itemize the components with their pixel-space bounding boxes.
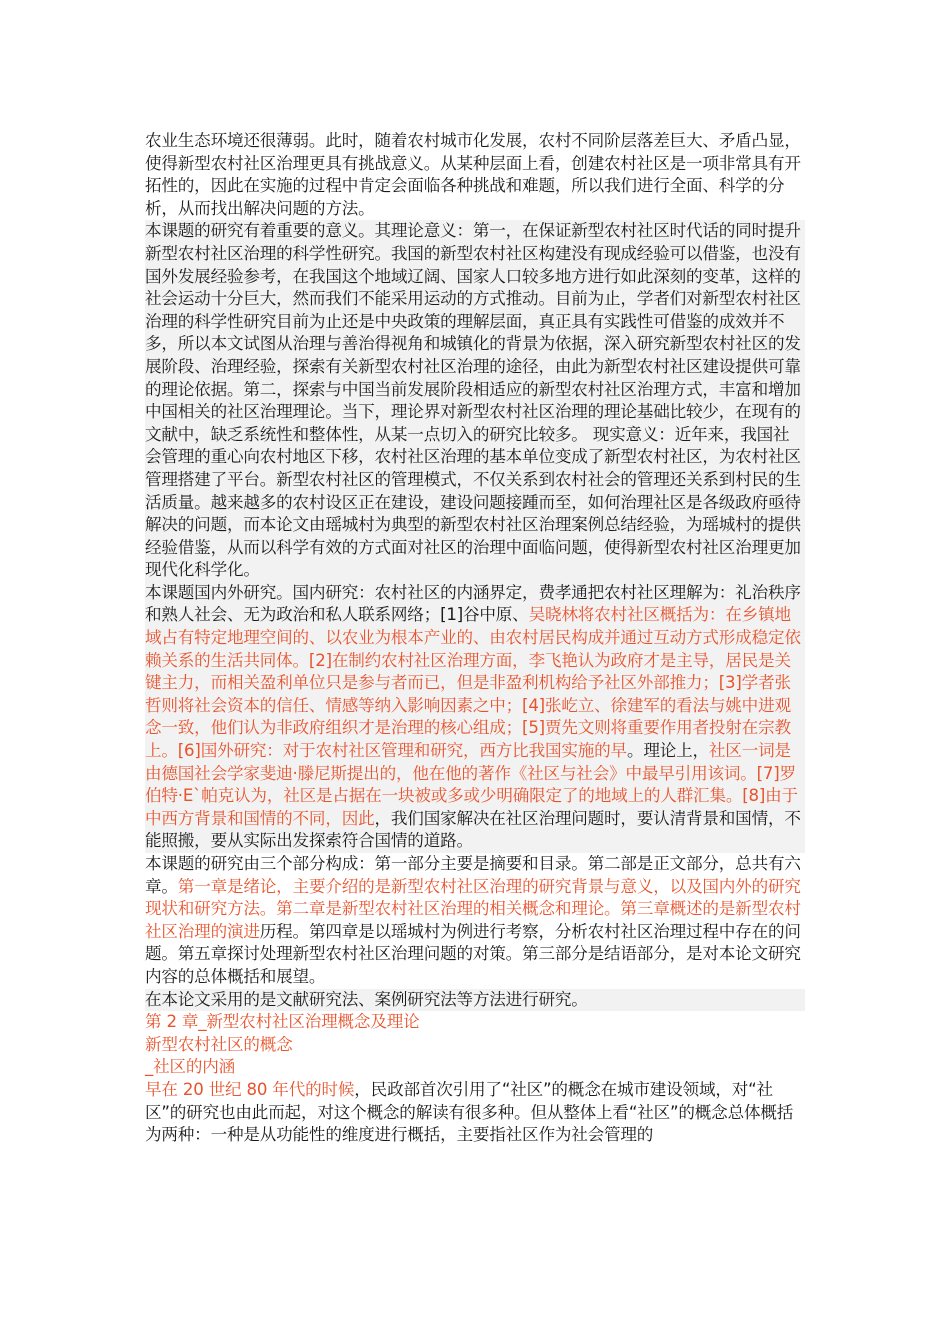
paragraph-methods: 在本论文采用的是文献研究法、案例研究法等方法进行研究。 [145, 989, 805, 1012]
paragraph-community-concept [145, 1079, 805, 1147]
concept-text: ，民政部首次引用了“社区”的概念在城市建设领域，对“社区”的研究也由此而起，对这个概念的解读有很多种。但从整体上看“社区”的概念总体概括为两种：一种是从功能性的维度进行概括，主要指社区作为社会管理的 [145, 1079, 794, 1145]
paragraph-literature-review [145, 582, 805, 853]
paragraph-background: 农业生态环境还很薄弱。此时，随着农村城市化发展，农村不同阶层落差巨大、矛盾凸显，使得新型农村社区治理更具有挑战意义。从某种层面上看，创建农村社区是一项非常具有开拓性的，因此在实施的过程中肯定会面临各种挑战和难题，所以我们进行全面、科学的分析，从而找出解决问题的方法。 [145, 131, 801, 218]
structure-intro: 本课题的研究由三个部分构成：第一部分主要是摘要和目录。第二部是正文部分，总共有六章。 [145, 854, 801, 896]
section-heading: 新型农村社区的概念 [145, 1034, 293, 1054]
review-text: 。理论上， [626, 741, 709, 761]
paragraph-structure [145, 853, 805, 989]
document-page [145, 130, 805, 1147]
concept-highlight: 早在 20 世纪 80 年代的时候 [145, 1079, 355, 1099]
paragraph-significance: 本课题的研究有着重要的意义。其理论意义：第一，在保证新型农村社区时代话的同时提升新型农村社区治理的科学性研究。我国的新型农村社区构建没有现成经验可以借鉴，也没有国外发展经验参考，在我国这个地域辽阔、国家人口较多地方进行如此深刻的变革，这样的社会运动十分巨大，然而我们不能采用运动的方式推动。目前为止，学者们对新型农村社区治理的科学性研究目前为止还是中央政策的理解层面，真正具有实践性可借鉴的成效并不多，所以本文试图从治理与善治得视角和城镇化的背景为依据，深入研究新型农村社区的发展阶段、治理经验，探索有关新型农村社区治理的途径，由此为新型农村社区建设提供可靠的理论依据。第二，探索与中国当前发展阶段相适应的新型农村社区治理方式，丰富和增加中国相关的社区治理理论。当下，理论界对新型农村社区治理的理论基础比较少，在现有的文献中，缺乏系统性和整体性，从某一点切入的研究比较多。 现实意义：近年来，我国社会管理的重心向农村地区下移，农村社区治理的基本单位变成了新型农村社区，为农村社区管理搭建了平台。新型农村社区的管理模式，不仅关系到农村社会的管理还关系到村民的生活质量。越来越多的农村设区正在建设，建设问题接踵而至，如何治理社区是各级政府亟待解决的问题，而本论文由瑶城村为典型的新型农村社区治理案例总结经验，为瑶城村的提供经验借鉴，从而以科学有效的方式面对社区的治理中面临问题，使得新型农村社区治理更加现代化科学化。 [145, 220, 805, 582]
review-intro: 本课题国内外研究。国内研究：农村社区的内涵界定，费孝通把农村社区理解为：礼治秩序和熟人社会、无为政治和私人联系网络；[1]谷中原、 [145, 582, 801, 625]
structure-highlight: 第一章是绪论，主要介绍的是新型农村社区治理的研究背景与意义，以及国内外的研究现状和研究方法。第二章是新型农村社区治理的相关概念和理论。第三章概述的是新型农村社区治理的演进 [145, 876, 801, 941]
review-conclusion: ，我们国家解决在社区治理问题时，要认清背景和国情，不能照搬，要从实际出发探索符合国情的道路。 [145, 808, 801, 851]
subsection-heading: _社区的内涵 [145, 1057, 236, 1077]
structure-rest: 历程。第四章是以瑶城村为例进行考察，分析农村社区治理过程中存在的问题。第五章探讨处理新型农村社区治理问题的对策。第三部分是结语部分，是对本论文研究内容的总体概括和展望。 [145, 921, 801, 986]
review-highlight-foreign: 社区一词是由德国社会学家斐迪·滕尼斯提出的，他在他的著作《社区与社会》中最早引用该词。[7]罗伯特·E`帕克认为，社区是占据在一块被或多或少明确限定了的地域上的人群汇集。[8]由于中西方背景和国情的不同，因此 [145, 741, 798, 828]
chapter-heading: 第 2 章_新型农村社区治理概念及理论 [145, 1012, 420, 1032]
review-highlight-domestic: 吴晓林将农村社区概括为：在乡镇地域占有特定地理空间的、以农业为根本产业的、由农村居民构成并通过互动方式形成稳定依赖关系的生活共同体。[2]在制约农村社区治理方面，李飞艳认为政府才是主导，居民是关键主力，而相关盈利单位只是参与者而已，但是非盈利机构给予社区外部推力；[3]学者张哲则将社会资本的信任、情感等纳入影响因素之中；[4]张屹立、徐建军的看法与姚中进观念一致，他们认为非政府组织才是治理的核心组成；[5]贾先文则将重要作用者投射在宗教上。[6]国外研究：对于农村社区管理和研究，西方比我国实施的早 [145, 605, 801, 761]
